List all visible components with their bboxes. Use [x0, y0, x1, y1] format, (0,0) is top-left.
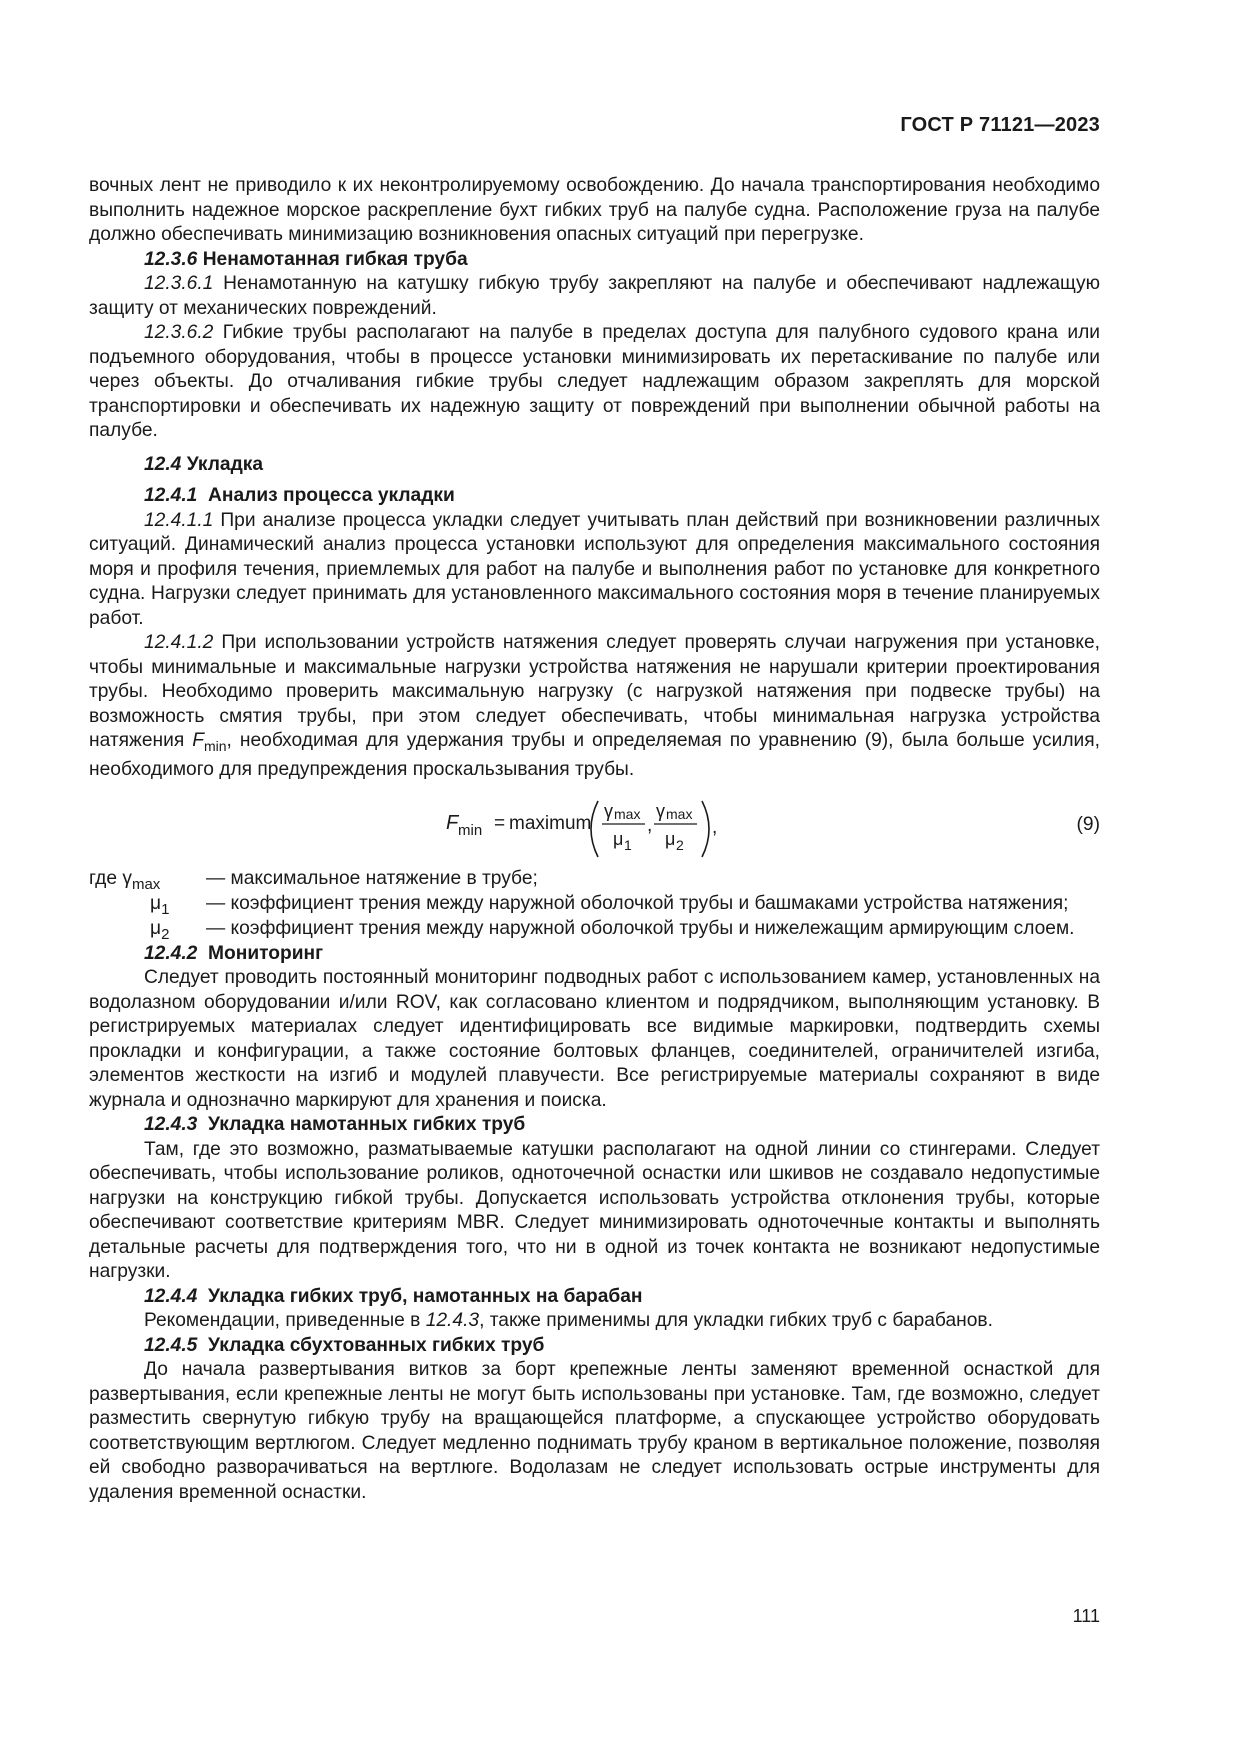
section-heading-12-4-2: [89, 942, 1100, 967]
clause-text: Ненамотанную на катушку гибкую трубу закрепляют на палубе и обеспечивают надлежащую защиту от механических повреждений.: [89, 273, 1100, 319]
text-part-b: , также применимы для укладки гибких труб с барабанов.: [479, 1310, 993, 1332]
right-paren: [702, 801, 709, 857]
section-title: Укладка намотанных гибких труб: [208, 1114, 526, 1136]
clause-text-part-b: , необходимая для удержания трубы и определяемая по уравнению (9), была больше усилия, необходимого для предупреждения проскальзывания трубы.: [89, 730, 1100, 781]
section-heading-12-4-1: [89, 484, 1100, 509]
paragraph-12-4-3: Там, где это возможно, разматываемые катушки располагают на одной линии со стингерами. Следует обеспечивать, чтобы использование роликов, одноточечной оснастки или шкивов не создавало недопустимые нагрузки на конструкцию гибкой трубы. Допускается использовать устройства отклонения трубы, которые обеспечивают соответствие критериям MBR. Следует минимизировать одноточечные контакты и выполнять детальные расчеты для подтверждения того, что ни в одной из точек контакта не возникают недопустимые нагрузки.: [89, 1138, 1100, 1283]
section-title: Укладка гибких труб, намотанных на барабан: [208, 1285, 643, 1307]
document-body: [89, 174, 1100, 1505]
gamma-2-sub: max: [666, 805, 693, 822]
section-number: 12.4.5: [144, 1334, 198, 1356]
paragraph-12-4-5: До начала развертывания витков за борт крепежные ленты заменяют временной оснасткой для развертывания, если крепежные ленты не могут быть использованы при установке. Там, где возможно, следует разместить свернутую гибкую трубу на вращающейся платформе, а спускающее устройство оборудовать соответствующим вертлюгом. Следует медленно поднимать трубу краном в вертикальное положение, позволяя ей свободно разворачиваться на вертлюге. Водолазам не следует использовать острые инструменты для удаления временной оснастки.: [89, 1359, 1100, 1503]
equation-number: (9): [1076, 813, 1100, 835]
symbol-subscript: min: [203, 737, 227, 754]
paragraph-12-4-1-1: [89, 509, 1100, 632]
clause-text: Гибкие трубы располагают на палубе в пределах доступа для палубного судового крана или подъемного оборудования, чтобы в процессе установки минимизировать их перетаскивание по палубе или через объекты. До отчаливания гибкие трубы следует надлежащим образом закреплять для морской транспортировки и обеспечивать их надежную защиту от повреждений при выполнении обычной работы на палубе.: [89, 322, 1100, 441]
section-title: Мониторинг: [208, 942, 324, 964]
formula-image: [446, 795, 786, 863]
gamma-2: γ: [656, 800, 665, 821]
gamma-1: γ: [604, 800, 613, 821]
mu-1: μ: [613, 828, 624, 849]
formula-lhs: F: [446, 811, 459, 834]
symbol-mu: μ: [150, 917, 162, 939]
left-paren: [591, 801, 598, 857]
section-heading-12-4-4: [89, 1285, 1100, 1310]
section-number: 12.4.4: [144, 1285, 198, 1307]
spacer: [89, 477, 1100, 484]
section-heading-12-3-6: [89, 248, 1100, 273]
clause-text-part-a: При использовании устройств натяжения следует проверять случаи нагружения при установке, чтобы минимальные и максимальные нагрузки устройства натяжения не нарушали критерии проектирования трубы. Необходимо проверить максимальную нагрузку (с нагрузкой натяжения при подвеске трубы) на возможность смятия трубы, при этом следует обеспечивать, чтобы минимальная нагрузка устройства натяжения: [89, 632, 1100, 751]
paragraph-12-3-6-1: [89, 272, 1100, 321]
page-number: 111: [1072, 1606, 1100, 1626]
clause-number: 12.3.6.2: [144, 322, 214, 343]
where-item-gamma: [89, 867, 1100, 892]
where-prefix: где: [89, 867, 118, 889]
symbol-f: F: [192, 730, 204, 751]
symbol-gamma-sub: max: [131, 875, 161, 893]
formula-comma: ,: [647, 814, 653, 836]
paragraph-12-4-2: Следует проводить постоянный мониторинг подводных работ с использованием камер, установленных на водолазном оборудовании и/или ROV, как согласовано клиентом и подрядчиком, выполняющим установку. В регистрируемых материалах следует идентифицировать все видимые маркировки, подтвердить схемы прокладки и конфигурации, а также состояние болтовых фланцев, соединителей, ограничителей изгиба, элементов жесткости на изгиб и модулей плавучести. Все регистрируемые материалы сохраняют в виде журнала и однозначно маркируют для хранения и поиска.: [89, 967, 1100, 1111]
section-number: 12.4.2: [144, 942, 198, 964]
spacer: [89, 444, 1100, 453]
paragraph-12-4-4: [89, 1309, 1100, 1334]
symbol-gamma: γ: [122, 867, 132, 889]
mu-2: μ: [665, 828, 676, 849]
document-id: ГОСТ Р 71121—2023: [900, 114, 1100, 136]
clause-number: 12.4.1.2: [144, 632, 214, 653]
symbol-mu-sub: 2: [161, 925, 170, 943]
symbol-mu-sub: 1: [161, 900, 170, 918]
formula-end-comma: ,: [712, 816, 718, 838]
definition-text: — коэффициент трения между наружной оболочкой трубы и нижележащим армирующим слоем.: [206, 917, 1075, 939]
section-heading-12-4-3: [89, 1113, 1100, 1138]
where-item-mu2: [89, 917, 1100, 942]
where-item-mu1: [89, 892, 1100, 917]
section-heading-12-4: [89, 453, 1100, 478]
paragraph-12-3-6-2: [89, 321, 1100, 444]
section-title: Анализ процесса укладки: [208, 485, 455, 506]
formula-lhs-sub: min: [458, 821, 483, 839]
equation-9: [89, 795, 1100, 863]
section-title: Укладка: [186, 453, 264, 475]
where-list: [89, 867, 1100, 942]
section-heading-12-4-5: [89, 1334, 1100, 1359]
cross-reference: 12.4.3: [425, 1310, 480, 1332]
mu-1-sub: 1: [624, 836, 632, 853]
section-number: 12.4.3: [144, 1114, 198, 1136]
gamma-1-sub: max: [614, 805, 641, 822]
formula-equals: =: [494, 812, 506, 834]
clause-text: При анализе процесса укладки следует учитывать план действий при возникновении различных ситуаций. Динамический анализ процесса установки используют для определения максимального состояния моря и профиля течения, приемлемых для работ на палубе и выполнения работ по установке для конкретного судна. Нагрузки следует принимать для установленного максимального состояния моря в течение планируемых работ.: [89, 509, 1100, 629]
symbol-mu: μ: [150, 892, 162, 914]
section-number: 12.3.6: [144, 248, 198, 270]
paragraph-12-4-1-2: [89, 631, 1100, 783]
formula-function: maximum: [509, 812, 592, 834]
section-title: Ненамотанная гибкая труба: [202, 248, 468, 270]
section-number: 12.4: [144, 453, 182, 475]
clause-number: 12.4.1.1: [144, 509, 214, 531]
section-number: 12.4.1: [144, 485, 198, 506]
clause-number: 12.3.6.1: [144, 273, 214, 294]
mu-2-sub: 2: [676, 836, 684, 853]
intro-paragraph: вочных лент не приводило к их неконтролируемому освобождению. До начала транспортирования необходимо выполнить надежное морское раскрепление бухт гибких труб на палубе судна. Расположение груза на палубе должно обеспечивать минимизацию возникновения опасных ситуаций при перегрузке.: [89, 175, 1100, 245]
definition-text: — максимальное натяжение в трубе;: [206, 867, 538, 889]
section-title: Укладка сбухтованных гибких труб: [208, 1334, 545, 1356]
definition-text: — коэффициент трения между наружной оболочкой трубы и башмаками устройства натяжения;: [206, 892, 1069, 914]
text-part-a: Рекомендации, приведенные в: [144, 1310, 426, 1332]
